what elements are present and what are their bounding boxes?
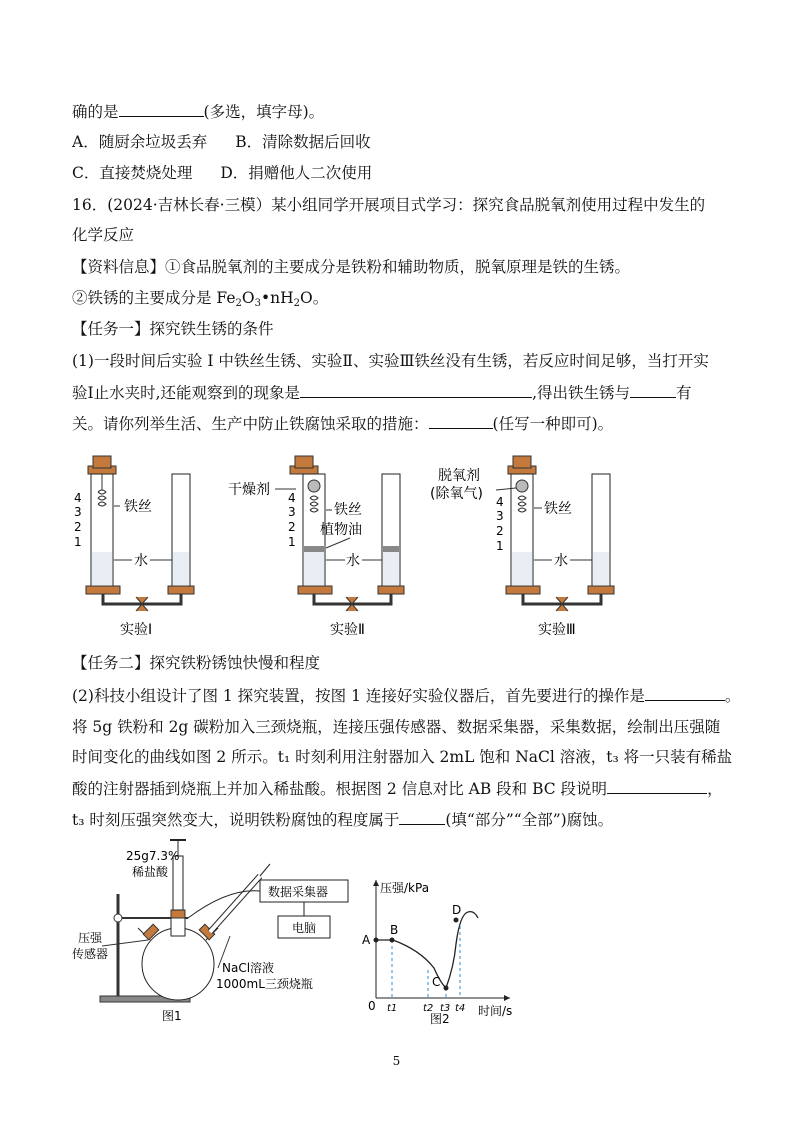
p2-line4: 酸的注射器插到烧瓶上并加入稀盐酸。根据图 2 信息对比 AB 段和 BC 段说明 ， xyxy=(72,777,723,800)
figure-1-apparatus xyxy=(70,836,370,1026)
oil-label: 植物油 xyxy=(320,522,362,538)
figure-2-chart xyxy=(360,870,540,1026)
tick-t1: t1 xyxy=(387,1003,398,1014)
label-d: D xyxy=(452,903,462,917)
scale-label: 1 xyxy=(74,535,82,549)
label-b: B xyxy=(390,923,399,937)
desiccant-label: 干燥剂 xyxy=(228,482,270,498)
q16-title-cont: 化学反应 xyxy=(72,226,135,244)
info-2: ②铁锈的主要成分是 $Fe_2O_3•nH_2O$。 xyxy=(72,289,329,309)
scale-label: 2 xyxy=(74,520,82,534)
experiment-3 xyxy=(430,456,614,638)
point-d xyxy=(454,918,459,923)
flask-label: 1000mL三颈烧瓶 xyxy=(216,977,313,991)
tick-t3: t3 xyxy=(440,1003,451,1014)
sensor-label: 压强 xyxy=(78,931,103,945)
answer-blank[interactable] xyxy=(630,381,676,398)
caption-fig2: 图2 xyxy=(430,1012,450,1026)
scale-label: 1 xyxy=(288,535,296,549)
p2-line3: 时间变化的曲线如图 2 所示。t₁ 时刻利用注射器加入 2mL 饱和 NaCl 溶液，t₃ 将一只装有稀盐 xyxy=(72,748,733,766)
label-c: C xyxy=(432,975,441,989)
p2-line1: (2)科技小组设计了图 1 探究装置，按图 1 连接好实验仪器后，首先要进行的操作是 。 xyxy=(72,684,740,707)
scale-label: 3 xyxy=(496,509,504,523)
scale-label: 1 xyxy=(496,539,504,553)
q16-title: 16．(2024·吉林长春·三模）某小组同学开展项目式学习：探究食品脱氧剂使用过程中发生的 xyxy=(72,196,706,214)
scale-label: 4 xyxy=(74,491,82,505)
scale-label: 2 xyxy=(288,520,296,534)
scale-label: 3 xyxy=(288,505,296,519)
p1-line3: 关。请你列举生活、生产中防止铁腐蚀采取的措施： (任写一种即可)。 xyxy=(72,412,613,435)
deoxidizer-label: 脱氧剂 xyxy=(438,468,480,484)
q15-tail: 确的是 (多选，填字母)。 xyxy=(72,100,324,123)
water-label: 水 xyxy=(554,553,568,569)
point-a xyxy=(374,938,379,943)
water-label: 水 xyxy=(346,553,360,569)
point-b xyxy=(390,938,395,943)
scale-label: 4 xyxy=(496,495,504,509)
collector-label: 数据采集器 xyxy=(268,885,329,899)
x-axis-label: 时间/s xyxy=(478,1004,513,1018)
caption-exp1: 实验Ⅰ xyxy=(120,622,153,638)
answer-blank[interactable] xyxy=(607,777,707,794)
scale-label: 3 xyxy=(74,505,82,519)
answer-blank[interactable] xyxy=(399,808,445,825)
answer-blank[interactable] xyxy=(119,100,204,117)
caption-fig1: 图1 xyxy=(162,1009,182,1023)
q15-options-cd: C．直接焚烧处理 D．捐赠他人二次使用 xyxy=(72,164,373,182)
wire-label: 铁丝 xyxy=(544,501,572,517)
q15-options-ab: A．随厨余垃圾丢弃 B．清除数据后回收 xyxy=(72,133,371,151)
scale-label: 4 xyxy=(288,491,296,505)
deoxidizer-note: (除氧气) xyxy=(430,486,483,502)
task-1-heading: 【任务一】探究铁生锈的条件 xyxy=(72,320,274,338)
answer-blank[interactable] xyxy=(645,684,725,701)
tick-t2: t2 xyxy=(423,1003,434,1014)
nacl-label: NaCl溶液 xyxy=(222,961,275,975)
answer-blank[interactable] xyxy=(429,412,493,429)
wire-label: 铁丝 xyxy=(124,499,152,515)
p2-line2: 将 5g 铁粉和 2g 碳粉加入三颈烧瓶，连接压强传感器、数据采集器，采集数据，绘制出压强随 xyxy=(72,718,721,736)
task-2-heading: 【任务二】探究铁粉锈蚀快慢和程度 xyxy=(72,654,321,672)
caption-exp3: 实验Ⅲ xyxy=(538,622,576,638)
p1-line2: 验Ⅰ止水夹时,还能观察到的现象是 ,得出铁生锈与 有 xyxy=(72,381,692,404)
y-axis-label: 压强/kPa xyxy=(380,881,430,895)
p2-line5: t₃ 时刻压强突然变大，说明铁粉腐蚀的程度属于 (填“部分”“全部”)腐蚀。 xyxy=(72,808,613,831)
experiment-2 xyxy=(228,456,404,638)
wire-label: 铁丝 xyxy=(334,502,362,518)
water-label: 水 xyxy=(134,553,148,569)
acid-name: 稀盐酸 xyxy=(132,865,169,879)
rust-experiment-apparatus xyxy=(60,444,680,644)
answer-blank[interactable] xyxy=(300,381,532,398)
point-c xyxy=(444,986,449,991)
info-1: 【资料信息】①食品脱氧剂的主要成分是铁粉和辅助物质，脱氧原理是铁的生锈。 xyxy=(72,258,631,276)
page-number: 5 xyxy=(392,1054,401,1068)
acid-label: 25g7.3% xyxy=(126,849,180,863)
scale-label: 2 xyxy=(496,524,504,538)
sensor-label-2: 传感器 xyxy=(72,947,109,961)
origin-label: 0 xyxy=(368,999,376,1013)
label-a: A xyxy=(362,933,371,947)
p1-line1: (1)一段时间后实验 I 中铁丝生锈、实验Ⅱ、实验Ⅲ铁丝没有生锈，若反应时间足够，当打开实 xyxy=(72,352,709,370)
tick-t4: t4 xyxy=(455,1003,466,1014)
computer-label: 电脑 xyxy=(292,921,317,935)
caption-exp2: 实验Ⅱ xyxy=(330,622,365,638)
experiment-1 xyxy=(74,456,194,638)
